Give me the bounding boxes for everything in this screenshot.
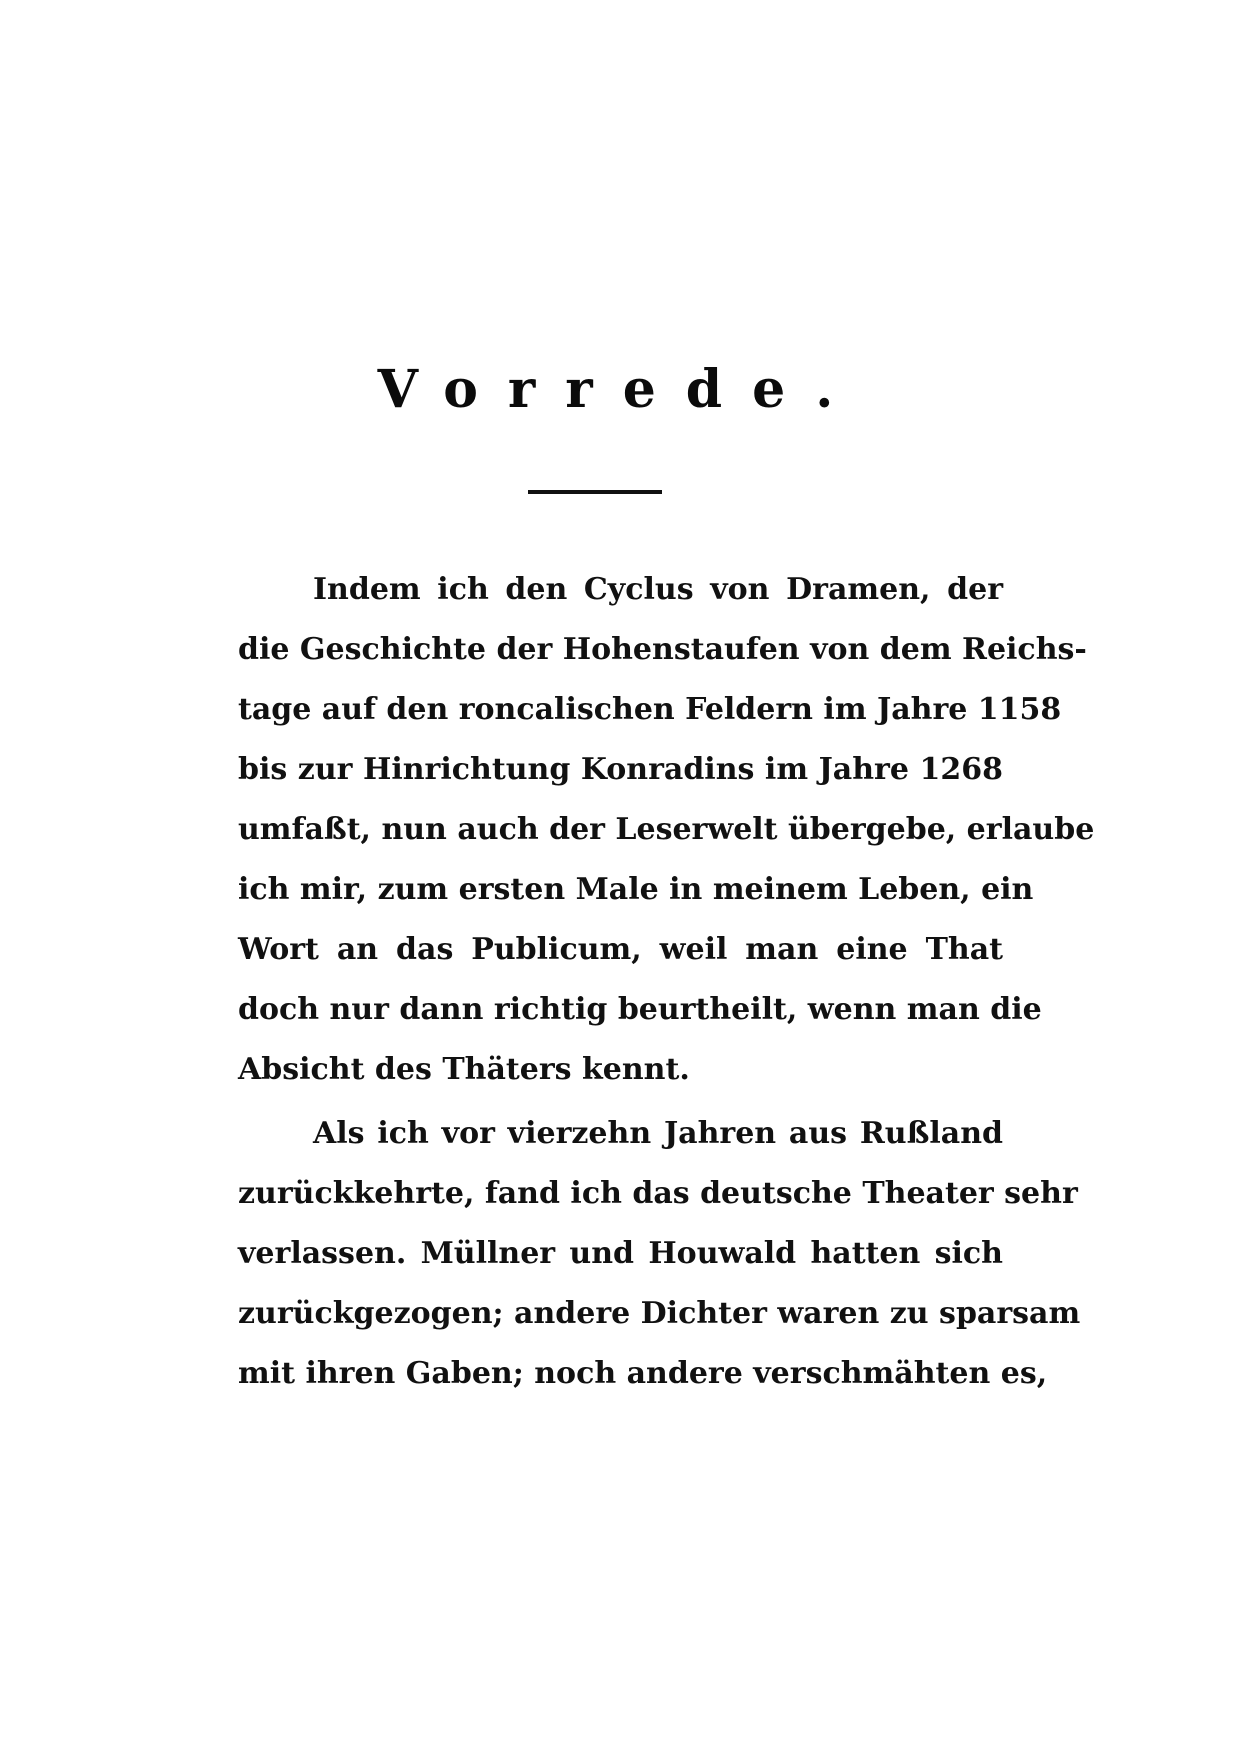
text-line: ich mir, zum ersten Male in meinem Leben, ein <box>238 872 1034 907</box>
paragraph-1 <box>238 560 1095 1100</box>
text-line: bis zur Hinrichtung Konradins im Jahre 1268 <box>238 752 1003 787</box>
heading-rule <box>528 490 662 494</box>
text-line: umfaßt, nun auch der Leserwelt übergebe, erlaube <box>238 812 1095 847</box>
text-line: zurückkehrte, fand ich das deutsche Theater sehr <box>238 1176 1078 1211</box>
text-line: tage auf den roncalischen Feldern im Jahre 1158 <box>238 692 1062 727</box>
text-line: Indem ich den Cyclus von Dramen, der <box>313 572 1003 607</box>
paragraph-2 <box>238 1104 1081 1404</box>
body-text <box>238 560 1095 1404</box>
text-line: die Geschichte der Hohenstaufen von dem Reichs- <box>238 632 1087 667</box>
text-line: Als ich vor vierzehn Jahren aus Rußland <box>313 1116 1003 1151</box>
text-line: zurückgezogen; andere Dichter waren zu sparsam <box>238 1296 1081 1331</box>
text-line: doch nur dann richtig beurtheilt, wenn man die <box>238 992 1042 1027</box>
text-line: Wort an das Publicum, weil man eine That <box>238 932 1003 967</box>
text-line: verlassen. Müllner und Houwald hatten sich <box>238 1236 1003 1271</box>
text-line: mit ihren Gaben; noch andere verschmähten es, <box>238 1356 1048 1391</box>
page-heading: Vorrede. <box>377 359 864 420</box>
text-line: Absicht des Thäters kennt. <box>238 1052 690 1087</box>
